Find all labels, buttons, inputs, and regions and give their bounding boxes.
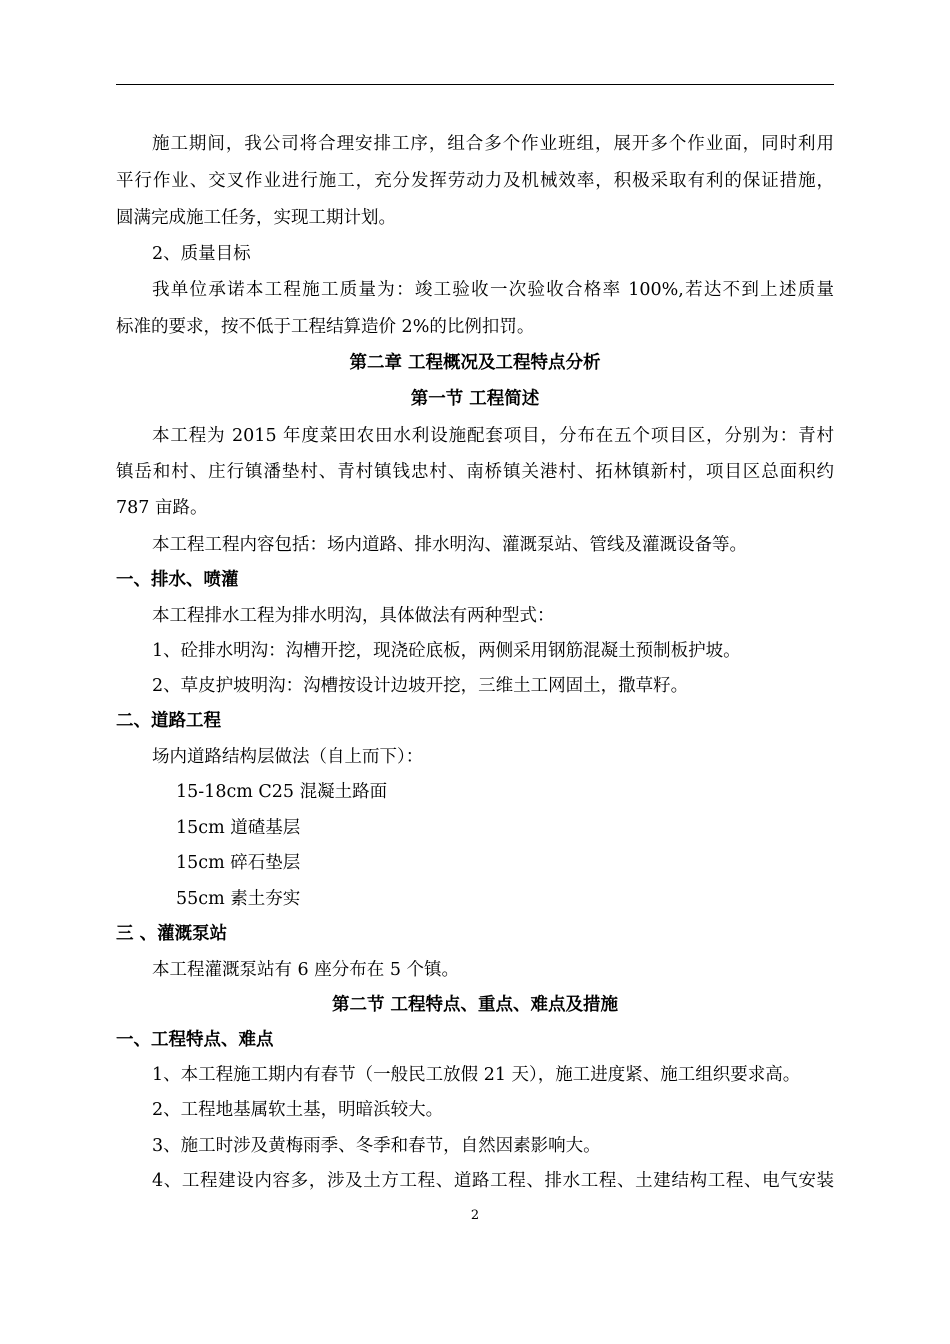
paragraph-line: 施工期间，我公司将合理安排工序，组合多个作业班组，展开多个作业面，同时利用 bbox=[152, 134, 834, 154]
list-item: 3、施工时涉及黄梅雨季、冬季和春节，自然因素影响大。 bbox=[152, 1136, 601, 1156]
heading-road-works: 二、道路工程 bbox=[116, 711, 221, 731]
paragraph-line: 圆满完成施工任务，实现工期计划。 bbox=[116, 208, 396, 228]
header-rule bbox=[116, 84, 834, 85]
paragraph-line: 平行作业、交叉作业进行施工，充分发挥劳动力及机械效率，积极采取有利的保证措施， bbox=[116, 171, 834, 191]
heading-features-difficulties: 一、工程特点、难点 bbox=[116, 1030, 274, 1050]
sub-heading: 2、质量目标 bbox=[152, 244, 251, 264]
paragraph-line: 本工程为 2015 年度菜田农田水利设施配套项目，分布在五个项目区，分别为：青村 bbox=[152, 426, 834, 446]
chapter-title: 第二章 工程概况及工程特点分析 bbox=[349, 353, 601, 373]
heading-drainage-irrigation: 一、排水、喷灌 bbox=[116, 570, 239, 590]
section-title: 第一节 工程简述 bbox=[410, 389, 540, 409]
list-item: 2、草皮护坡明沟：沟槽按设计边坡开挖，三维土工网固土，撒草籽。 bbox=[152, 676, 689, 696]
paragraph-line: 本工程工程内容包括：场内道路、排水明沟、灌溉泵站、管线及灌溉设备等。 bbox=[152, 535, 747, 555]
paragraph-line: 场内道路结构层做法（自上而下）： bbox=[152, 747, 424, 767]
list-item: 2、工程地基属软土基，明暗浜较大。 bbox=[152, 1100, 444, 1120]
layer-item: 15cm 碎石垫层 bbox=[176, 853, 301, 873]
list-item: 1、本工程施工期内有春节（一般民工放假 21 天），施工进度紧、施工组织要求高。 bbox=[152, 1065, 801, 1085]
section-title: 第二节 工程特点、重点、难点及措施 bbox=[331, 995, 619, 1015]
paragraph-line: 787 亩路。 bbox=[116, 498, 208, 518]
layer-item: 15-18cm C25 混凝土路面 bbox=[176, 782, 388, 802]
paragraph-line: 本工程灌溉泵站有 6 座分布在 5 个镇。 bbox=[152, 960, 460, 980]
list-item: 4、工程建设内容多，涉及土方工程、道路工程、排水工程、土建结构工程、电气安装 bbox=[152, 1171, 834, 1191]
paragraph-line: 我单位承诺本工程施工质量为：竣工验收一次验收合格率 100%,若达不到上述质量 bbox=[152, 280, 834, 300]
layer-item: 15cm 道碴基层 bbox=[176, 818, 301, 838]
paragraph-line: 标准的要求，按不低于工程结算造价 2%的比例扣罚。 bbox=[116, 317, 535, 337]
layer-item: 55cm 素土夯实 bbox=[176, 889, 301, 909]
page-number: 2 bbox=[470, 1208, 480, 1223]
heading-pump-station: 三 、灌溉泵站 bbox=[116, 924, 228, 944]
paragraph-line: 本工程排水工程为排水明沟，具体做法有两种型式： bbox=[152, 606, 555, 626]
paragraph-line: 镇岳和村、庄行镇潘垫村、青村镇钱忠村、南桥镇关港村、拓林镇新村，项目区总面积约 bbox=[116, 462, 834, 482]
list-item: 1、砼排水明沟：沟槽开挖，现浇砼底板，两侧采用钢筋混凝土预制板护坡。 bbox=[152, 641, 741, 661]
